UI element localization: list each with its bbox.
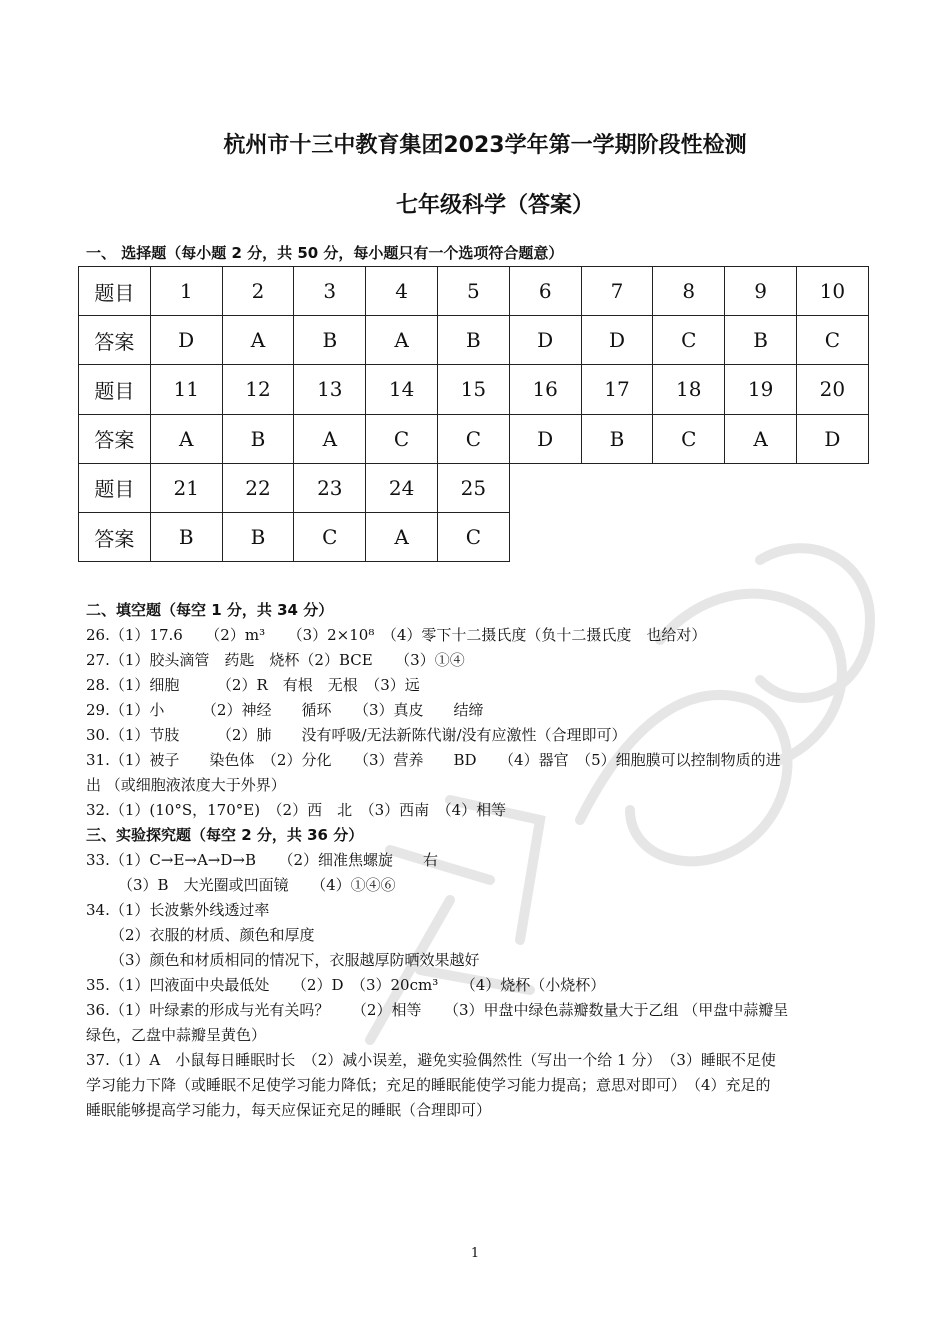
answer-cell: C bbox=[294, 512, 366, 561]
question-number-cell: 6 bbox=[509, 267, 581, 316]
question-number-cell: 8 bbox=[653, 267, 725, 316]
question-number-cell: 25 bbox=[437, 463, 509, 512]
answer-row-label: 答案 bbox=[79, 512, 151, 561]
question-number-cell: 24 bbox=[366, 463, 438, 512]
answer-cell: A bbox=[366, 512, 438, 561]
question-number-cell: 15 bbox=[437, 365, 509, 414]
question-number-cell: 21 bbox=[150, 463, 222, 512]
answer-cell: B bbox=[581, 414, 653, 463]
question-number-cell: 19 bbox=[725, 365, 797, 414]
answer-cell: D bbox=[509, 414, 581, 463]
answer-cell: C bbox=[653, 414, 725, 463]
empty-cell bbox=[725, 463, 797, 512]
answer-cell: D bbox=[509, 316, 581, 365]
empty-cell bbox=[581, 463, 653, 512]
section2-line: 31.（1）被子 染色体 （2）分化 （3）营养 BD （4）器官 （5）细胞膜可以控制物质的进 bbox=[86, 751, 781, 769]
answer-row-label: 答案 bbox=[79, 316, 151, 365]
empty-cell bbox=[509, 512, 581, 561]
question-number-cell: 9 bbox=[725, 267, 797, 316]
question-row bbox=[79, 365, 869, 414]
section2-line: 26.（1）17.6 （2）m³ （3）2×10⁸ （4）零下十二摄氏度（负十二摄氏度 也给对） bbox=[86, 626, 707, 644]
answer-lines bbox=[86, 598, 876, 1123]
question-row bbox=[79, 267, 869, 316]
section2-line: 29.（1）小 （2）神经 循环 （3）真皮 结缔 bbox=[86, 701, 484, 719]
question-number-cell: 5 bbox=[437, 267, 509, 316]
section3-line: （3）B 大光圈或凹面镜 （4）①④⑥ bbox=[118, 876, 396, 894]
section2-heading: 二、填空题（每空 1 分，共 34 分） bbox=[86, 601, 334, 619]
empty-cell bbox=[725, 512, 797, 561]
answer-cell: D bbox=[150, 316, 222, 365]
answer-cell: A bbox=[366, 316, 438, 365]
answer-cell: C bbox=[366, 414, 438, 463]
question-number-cell: 16 bbox=[509, 365, 581, 414]
question-number-cell: 1 bbox=[150, 267, 222, 316]
question-number-cell: 14 bbox=[366, 365, 438, 414]
empty-cell bbox=[796, 463, 868, 512]
answer-cell: A bbox=[222, 316, 294, 365]
answer-cell: C bbox=[437, 512, 509, 561]
question-row-label: 题目 bbox=[79, 463, 151, 512]
empty-cell bbox=[796, 512, 868, 561]
answer-cell: D bbox=[796, 414, 868, 463]
section3-heading: 三、实验探究题（每空 2 分，共 36 分） bbox=[86, 826, 364, 844]
answer-row bbox=[79, 414, 869, 463]
section3-line: 33.（1）C→E→A→D→B （2）细准焦螺旋 右 bbox=[86, 851, 439, 869]
question-number-cell: 13 bbox=[294, 365, 366, 414]
question-number-cell: 3 bbox=[294, 267, 366, 316]
question-number-cell: 2 bbox=[222, 267, 294, 316]
answer-cell: C bbox=[437, 414, 509, 463]
section3-line: 绿色，乙盘中蒜瓣呈黄色） bbox=[86, 1026, 267, 1044]
question-number-cell: 22 bbox=[222, 463, 294, 512]
answer-cell: B bbox=[150, 512, 222, 561]
section3-line: 37.（1）A 小鼠每日睡眠时长 （2）减小误差，避免实验偶然性（写出一个给 1 分） （3）睡眠不足使 bbox=[86, 1051, 776, 1069]
question-number-cell: 17 bbox=[581, 365, 653, 414]
section3-line: 睡眠能够提高学习能力，每天应保证充足的睡眠（合理即可） bbox=[86, 1101, 492, 1119]
section3-line: （2）衣服的材质、颜色和厚度 bbox=[110, 926, 315, 944]
section1-heading: 一、 选择题（每小题 2 分，共 50 分，每小题只有一个选项符合题意） bbox=[86, 244, 564, 262]
answer-cell: B bbox=[437, 316, 509, 365]
answer-cell: B bbox=[222, 414, 294, 463]
empty-cell bbox=[653, 512, 725, 561]
question-number-cell: 11 bbox=[150, 365, 222, 414]
empty-cell bbox=[581, 512, 653, 561]
answer-row-label: 答案 bbox=[79, 414, 151, 463]
document-title: 杭州市十三中教育集团2023学年第一学期阶段性检测 bbox=[223, 133, 747, 158]
question-number-cell: 10 bbox=[796, 267, 868, 316]
answer-cell: A bbox=[294, 414, 366, 463]
answer-cell: B bbox=[725, 316, 797, 365]
question-number-cell: 23 bbox=[294, 463, 366, 512]
answer-cell: A bbox=[725, 414, 797, 463]
section2-line: 27.（1）胶头滴管 药匙 烧杯（2）BCE （3）①④ bbox=[86, 651, 465, 669]
question-number-cell: 7 bbox=[581, 267, 653, 316]
section2-line: 32.（1）(10°S，170°E) （2）西 北 （3）西南 （4）相等 bbox=[86, 801, 507, 819]
question-row bbox=[79, 463, 869, 512]
question-number-cell: 18 bbox=[653, 365, 725, 414]
answer-cell: D bbox=[581, 316, 653, 365]
section3-line: 34.（1）长波紫外线透过率 bbox=[86, 901, 270, 919]
section3-line: 36.（1）叶绿素的形成与光有关吗？ （2）相等 （3）甲盘中绿色蒜瓣数量大于乙组 （甲盘中蒜瓣呈 bbox=[86, 1001, 789, 1019]
answer-cell: A bbox=[150, 414, 222, 463]
answer-table bbox=[78, 266, 869, 562]
section2-line: 30.（1）节肢 （2）肺 没有呼吸/无法新陈代谢/没有应激性（合理即可） bbox=[86, 726, 627, 744]
answer-cell: C bbox=[653, 316, 725, 365]
empty-cell bbox=[653, 463, 725, 512]
empty-cell bbox=[509, 463, 581, 512]
section2-line: 28.（1）细胞 （2）R 有根 无根 （3）远 bbox=[86, 676, 420, 694]
section3-line: （3）颜色和材质相同的情况下，衣服越厚防晒效果越好 bbox=[110, 951, 480, 969]
answer-row bbox=[79, 316, 869, 365]
document-subtitle: 七年级科学（答案） bbox=[395, 193, 594, 218]
page-number: 1 bbox=[470, 1246, 480, 1261]
section3-line: 学习能力下降（或睡眠不足使学习能力降低；充足的睡眠能使学习能力提高；意思对即可） （4）充足的 bbox=[86, 1076, 771, 1094]
question-row-label: 题目 bbox=[79, 365, 151, 414]
answer-row bbox=[79, 512, 869, 561]
answer-cell: C bbox=[796, 316, 868, 365]
answer-cell: B bbox=[222, 512, 294, 561]
answer-cell: B bbox=[294, 316, 366, 365]
question-number-cell: 4 bbox=[366, 267, 438, 316]
section3-line: 35.（1）凹液面中央最低处 （2）D （3）20cm³ （4）烧杯（小烧杯） bbox=[86, 976, 606, 994]
section2-line: 出 （或细胞液浓度大于外界） bbox=[86, 776, 286, 794]
question-number-cell: 12 bbox=[222, 365, 294, 414]
question-number-cell: 20 bbox=[796, 365, 868, 414]
question-row-label: 题目 bbox=[79, 267, 151, 316]
